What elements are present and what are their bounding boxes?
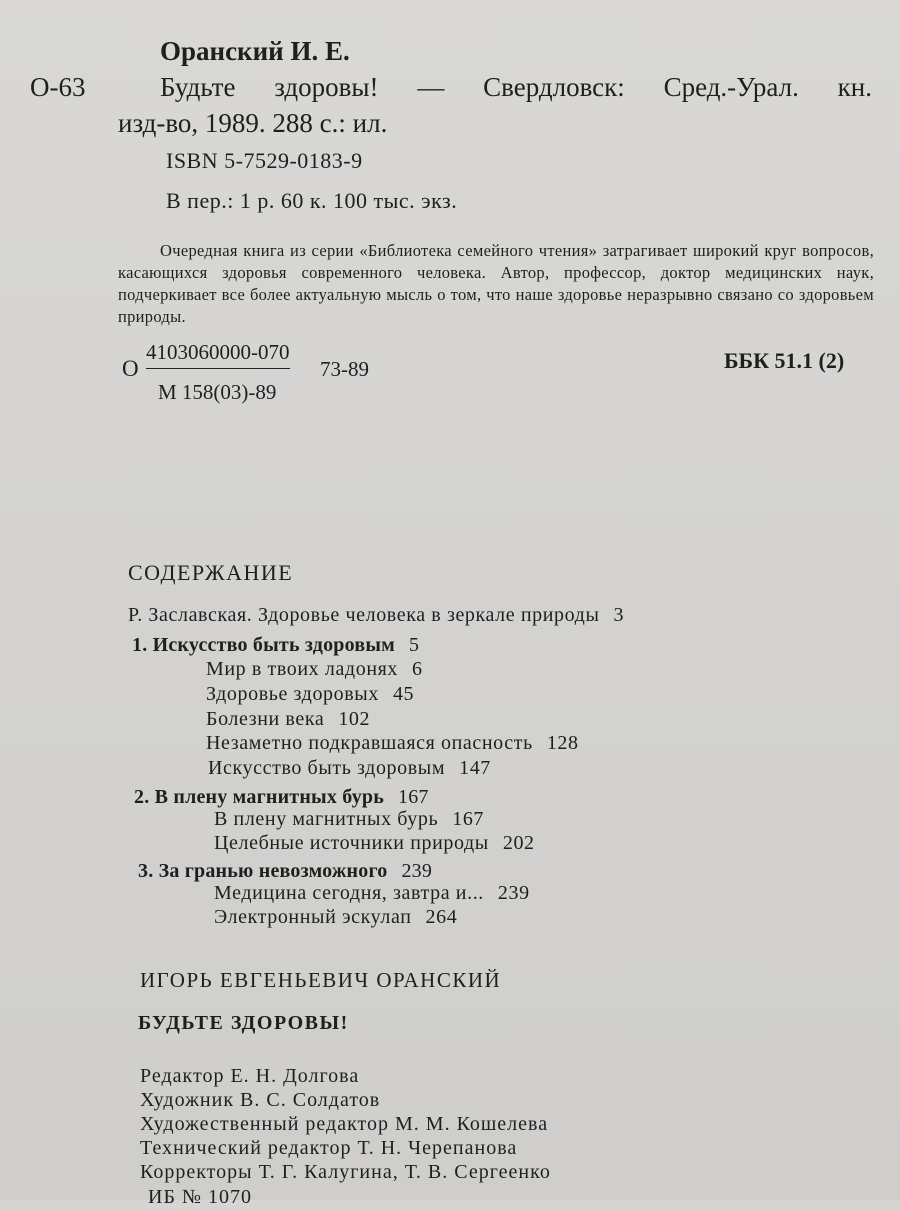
toc-entry-page: 102 xyxy=(338,708,371,730)
title-word: — xyxy=(417,72,445,102)
toc-entry-title: Р. Заславская. Здоровье человека в зеркале природы xyxy=(128,604,600,626)
staff-line: Художественный редактор М. М. Кошелева xyxy=(140,1113,549,1135)
toc-entry-title: Мир в твоих ладонях xyxy=(206,658,399,680)
toc-chapter xyxy=(138,860,432,883)
toc-entry-page: 167 xyxy=(398,786,429,808)
editorial-staff xyxy=(140,1064,551,1184)
cut-off-line: ИБ № 1070 xyxy=(148,1186,253,1208)
annotation: Очередная книга из серии «Библиотека семейного чтения» затрагивает широкий круг вопросов, касающихся здоровья современного человека. Автор, профессор, доктор медицинских наук, подчеркивает все более актуальную мысль о том, что наше здоровье неразрывно связано со здоровьем природы. xyxy=(118,241,874,326)
toc-entry-title: 2. В плену магнитных бурь xyxy=(134,786,384,808)
toc-entry-title: 1. Искусство быть здоровым xyxy=(132,634,395,656)
title-word: Сред.-Урал. xyxy=(663,72,799,102)
staff-line: Технический редактор Т. Н. Черепанова xyxy=(140,1137,518,1159)
contents-heading: СОДЕРЖАНИЕ xyxy=(128,560,294,585)
title-word: здоровы! xyxy=(274,72,379,102)
toc-entry-page: 5 xyxy=(408,634,420,656)
imprint-author: ИГОРЬ ЕВГЕНЬЕВИЧ ОРАНСКИЙ xyxy=(140,968,502,992)
toc-entry xyxy=(206,658,423,681)
staff-line: Корректоры Т. Г. Калугина, Т. В. Сергеенко xyxy=(140,1161,551,1183)
class-suffix: 73-89 xyxy=(320,357,369,381)
staff-line: Редактор Е. Н. Долгова xyxy=(140,1065,360,1087)
toc-entry-page: 45 xyxy=(392,683,415,705)
toc-entry xyxy=(214,808,484,831)
toc-entry-title: Медицина сегодня, завтра и... xyxy=(214,882,484,904)
toc-chapter xyxy=(134,786,429,809)
bbk-index: ББК 51.1 (2) xyxy=(724,348,845,373)
title-word: Будьте xyxy=(160,72,236,102)
class-numerator: 4103060000-070 xyxy=(146,340,290,369)
toc-entry xyxy=(214,906,457,929)
class-denominator: М 158(03)-89 xyxy=(158,380,277,404)
toc-entry xyxy=(206,708,370,731)
toc-entry xyxy=(206,683,414,706)
imprint-title: БУДЬТЕ ЗДОРОВЫ! xyxy=(138,1012,349,1034)
toc-entry-title: Незаметно подкравшаяся опасность xyxy=(206,732,533,754)
toc-entry-page: 202 xyxy=(502,832,535,854)
title-word: кн. xyxy=(837,72,872,102)
title-line-2: изд-во, 1989. 288 с.: ил. xyxy=(118,108,388,138)
toc-entry-page: 167 xyxy=(452,808,485,830)
toc-entry-title: В плену магнитных бурь xyxy=(214,808,439,830)
toc-entry xyxy=(208,757,491,780)
toc-entry-page: 6 xyxy=(412,658,423,680)
toc-entry-title: Искусство быть здоровым xyxy=(208,757,446,779)
toc-entry xyxy=(128,604,624,627)
catalog-code: О-63 xyxy=(30,72,86,102)
toc-entry-page: 128 xyxy=(546,732,579,754)
toc-entry-title: Целебные источники природы xyxy=(214,832,489,854)
toc-entry-title: Болезни века xyxy=(206,708,325,730)
price-and-print-run: В пер.: 1 р. 60 к. 100 тыс. экз. xyxy=(166,188,458,213)
toc-entry-title: 3. За гранью невозможного xyxy=(138,860,388,882)
toc-entry-title: Здоровье здоровых xyxy=(206,683,379,705)
title-word: Свердловск: xyxy=(483,72,625,102)
toc-entry-title: Электронный эскулап xyxy=(214,906,412,928)
toc-entry-page: 239 xyxy=(497,882,530,904)
title-line-1 xyxy=(160,72,872,103)
toc-entry xyxy=(214,832,535,855)
toc-entry xyxy=(206,732,579,755)
toc-entry xyxy=(214,882,530,905)
class-prefix: О xyxy=(122,356,139,381)
toc-entry-page: 3 xyxy=(613,604,625,626)
toc-entry-page: 264 xyxy=(425,906,458,928)
author-name: Оранский И. Е. xyxy=(160,36,350,66)
staff-line: Художник В. С. Солдатов xyxy=(140,1089,381,1111)
toc-entry-page: 147 xyxy=(459,757,491,779)
isbn: ISBN 5-7529-0183-9 xyxy=(166,148,363,173)
toc-entry-page: 239 xyxy=(401,860,433,882)
toc-chapter xyxy=(132,634,419,657)
